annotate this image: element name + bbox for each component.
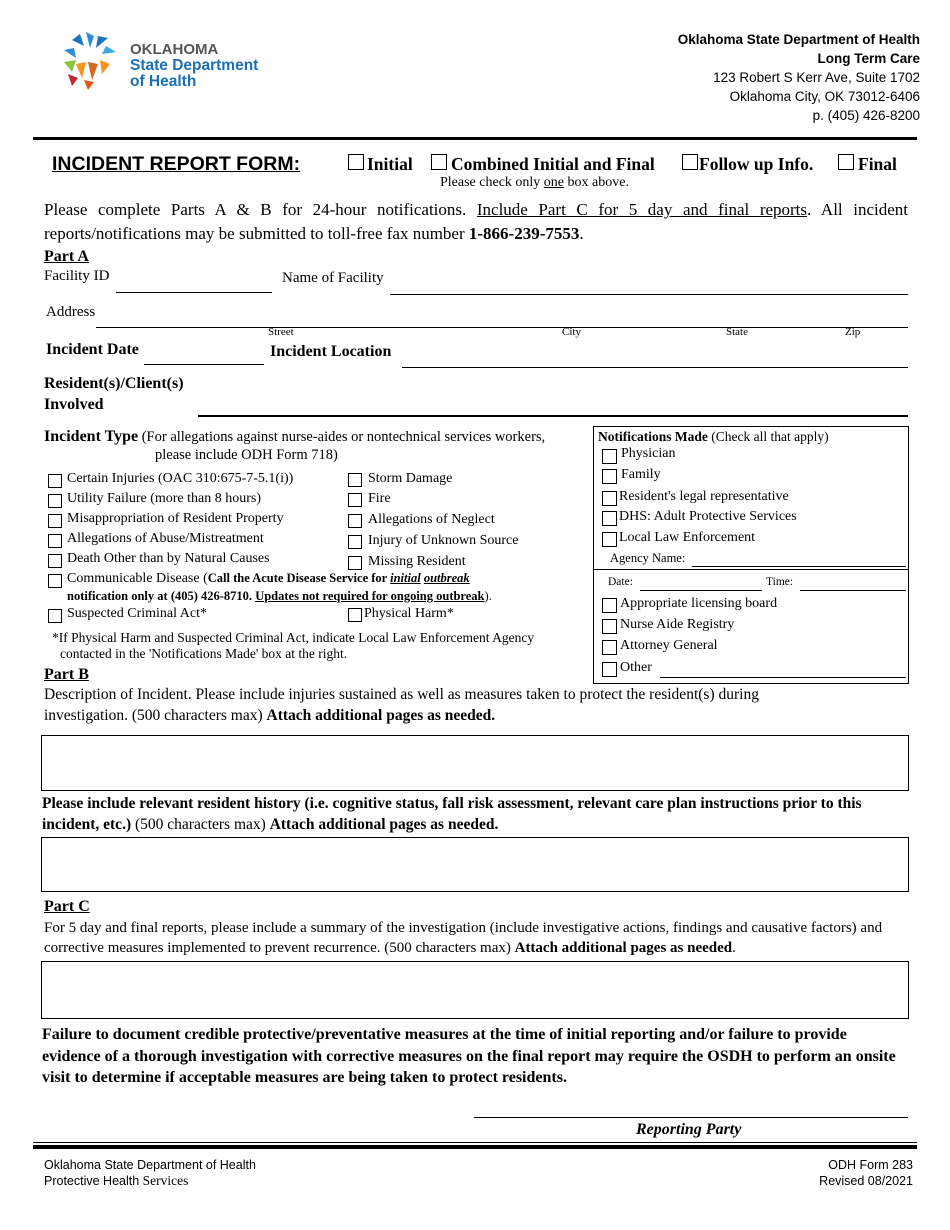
checkbox-physical-harm[interactable] — [348, 608, 362, 622]
checkbox-certain-injuries[interactable] — [48, 474, 62, 488]
checkbox-utility-failure[interactable] — [48, 494, 62, 508]
option-combined-label: Combined Initial and Final — [451, 154, 655, 174]
date-field[interactable] — [640, 590, 762, 591]
checkbox-misappropriation[interactable] — [48, 514, 62, 528]
residents-label-2: Involved — [44, 396, 104, 413]
checkbox-other[interactable] — [602, 662, 617, 677]
incident-type-header: Incident Type (For allegations against nurse-aides or nontechnical services workers, — [44, 428, 546, 445]
part-c-instruction: For 5 day and final reports, please include a summary of the investigation (include investigative actions, findings and causative factors) and corrective measures implemented to prevent recurrence. (500 characters max) Attach additional pages as needed. — [44, 920, 883, 956]
facility-name-label: Name of Facility — [282, 270, 384, 286]
osdh-logo — [62, 32, 292, 92]
option-follow-up-label: Follow up Info. — [699, 154, 814, 174]
dhs-label: DHS: Adult Protective Services — [619, 509, 797, 524]
incident-footnote-2: contacted in the 'Notifications Made' box at the right. — [60, 646, 348, 661]
physician-label: Physician — [621, 446, 676, 461]
time-label: Time: — [766, 576, 794, 588]
resident-history-textarea[interactable] — [41, 837, 909, 892]
street-caption: Street — [268, 326, 294, 338]
checkbox-dhs[interactable] — [602, 511, 617, 526]
investigation-summary-textarea[interactable] — [41, 961, 909, 1019]
checkbox-missing-resident[interactable] — [348, 556, 362, 570]
checkbox-follow-up[interactable] — [682, 154, 698, 170]
footer-right — [819, 1157, 913, 1189]
checkbox-fire[interactable] — [348, 493, 362, 507]
checkbox-abuse[interactable] — [48, 534, 62, 548]
footer-division: Protective Health Services — [44, 1173, 189, 1188]
header-address-block — [678, 30, 920, 125]
resident-history-instruction: Please include relevant resident history (i.e. cognitive status, fall risk assessment, relevant care plan instructions prior to this incident, etc.) (500 characters max) Attach additional pages as needed. — [42, 795, 862, 833]
certain-injuries-label: Certain Injuries (OAC 310:675-7-5.1(i)) — [67, 471, 294, 486]
intro-paragraph: Please complete Parts A & B for 24-hour notifications. Include Part C for 5 day and final reports. All incident reports/notifications may be submitted to toll-free fax number 1-866-239-7553. — [44, 200, 908, 243]
facility-id-label: Facility ID — [44, 268, 110, 284]
law-enforcement-label: Local Law Enforcement — [619, 530, 756, 545]
zip-caption: Zip — [845, 326, 861, 338]
other-label: Other — [620, 660, 652, 675]
checkbox-initial[interactable] — [348, 154, 364, 170]
residents-label-1: Resident(s)/Client(s) — [44, 375, 184, 392]
logo-line-3: of Health — [130, 73, 197, 90]
revision-date: Revised 08/2021 — [819, 1174, 913, 1188]
incident-date-label: Incident Date — [46, 341, 139, 358]
checkbox-physician[interactable] — [602, 449, 617, 464]
incident-description-textarea[interactable] — [41, 735, 909, 791]
warning-text: Failure to document credible protective/preventative measures at the time of initial reporting and/or failure to provide evidence of a thorough investigation with corrective measures on the final report may require the OSDH to perform an onsite visit to determine if acceptable measures are being taken to protect residents. — [42, 1026, 896, 1086]
checkbox-attorney-general[interactable] — [602, 640, 617, 655]
missing-resident-label: Missing Resident — [368, 554, 466, 569]
death-label: Death Other than by Natural Causes — [67, 551, 270, 566]
checkbox-combined[interactable] — [431, 154, 447, 170]
facility-name-field[interactable] — [390, 294, 908, 295]
part-b-desc-1: Description of Incident. Please include injuries sustained as well as measures taken to protect the resident(s) during — [44, 686, 759, 703]
footer-divider-thick — [33, 1145, 917, 1149]
storm-damage-label: Storm Damage — [368, 471, 453, 486]
agency-name-label: Agency Name: — [610, 551, 686, 565]
family-label: Family — [621, 467, 661, 482]
checkbox-nurse-aide-registry[interactable] — [602, 619, 617, 634]
form-title: INCIDENT REPORT FORM: — [52, 153, 301, 175]
address-label: Address — [46, 304, 96, 320]
checkbox-final[interactable] — [838, 154, 854, 170]
org-name: Oklahoma State Department of Health — [677, 32, 920, 47]
part-c-heading: Part C — [44, 898, 90, 915]
checkbox-storm-damage[interactable] — [348, 473, 362, 487]
form-type-instruction: Please check only one box above. — [440, 175, 629, 190]
facility-id-field[interactable] — [116, 292, 272, 293]
logo-line-1: OKLAHOMA — [130, 41, 219, 58]
suspected-criminal-label: Suspected Criminal Act* — [67, 606, 207, 621]
nurse-aide-registry-label: Nurse Aide Registry — [620, 617, 735, 632]
footer-org: Oklahoma State Department of Health — [44, 1158, 256, 1172]
address-field[interactable] — [96, 327, 908, 328]
reporting-party-label: Reporting Party — [636, 1121, 742, 1138]
reporting-party-signature-field[interactable] — [474, 1117, 908, 1118]
phone: p. (405) 426-8200 — [812, 108, 920, 123]
checkbox-family[interactable] — [602, 469, 617, 484]
abuse-label: Allegations of Abuse/Mistreatment — [67, 531, 264, 546]
date-label: Date: — [608, 576, 633, 588]
agency-name-field[interactable] — [692, 566, 906, 567]
communicable-disease-line1: Communicable Disease (Call the Acute Disease Service for initial outbreak — [67, 571, 470, 586]
part-b-heading: Part B — [44, 666, 89, 683]
legal-rep-label: Resident's legal representative — [619, 489, 789, 504]
notifications-box — [593, 426, 909, 684]
address-line-2: Oklahoma City, OK 73012-6406 — [729, 89, 920, 104]
checkbox-death[interactable] — [48, 554, 62, 568]
time-field[interactable] — [800, 590, 906, 591]
checkbox-licensing-board[interactable] — [602, 598, 617, 613]
option-final-label: Final — [858, 154, 897, 174]
incident-footnote-1: *If Physical Harm and Suspected Criminal Act, indicate Local Law Enforcement Agency — [52, 630, 535, 645]
physical-harm-label: Physical Harm* — [364, 606, 454, 621]
option-initial-label: Initial — [367, 154, 413, 174]
part-a-heading: Part A — [44, 248, 89, 265]
fire-label: Fire — [368, 491, 391, 506]
osdh-logo-mark-icon — [62, 32, 118, 90]
header-divider — [33, 137, 917, 140]
incident-date-field[interactable] — [144, 364, 264, 365]
licensing-board-label: Appropriate licensing board — [620, 596, 778, 611]
utility-failure-label: Utility Failure (more than 8 hours) — [67, 491, 262, 506]
incident-location-label: Incident Location — [270, 343, 392, 360]
logo-line-2: State Department — [130, 57, 259, 74]
incident-location-field[interactable] — [402, 367, 908, 368]
attorney-general-label: Attorney General — [620, 638, 718, 653]
checkbox-communicable-disease[interactable] — [48, 574, 62, 588]
part-b-desc-2: investigation. (500 characters max) Attach additional pages as needed. — [44, 707, 496, 724]
address-line-1: 123 Robert S Kerr Ave, Suite 1702 — [713, 70, 920, 85]
checkbox-neglect[interactable] — [348, 514, 362, 528]
residents-field[interactable] — [198, 415, 908, 417]
other-field[interactable] — [660, 677, 906, 678]
checkbox-unknown-injury[interactable] — [348, 535, 362, 549]
notifications-header: Notifications Made (Check all that apply) — [598, 429, 829, 444]
unknown-injury-label: Injury of Unknown Source — [368, 533, 519, 548]
city-caption: City — [562, 326, 581, 338]
footer-divider-thin — [33, 1142, 917, 1143]
incident-type-note2: please include ODH Form 718) — [155, 447, 338, 463]
state-caption: State — [726, 326, 748, 338]
checkbox-suspected-criminal[interactable] — [48, 609, 62, 623]
checkbox-law-enforcement[interactable] — [602, 532, 617, 547]
agency-divider — [594, 569, 908, 570]
communicable-disease-line2: notification only at (405) 426-8710. Updates not required for ongoing outbreak). — [67, 589, 492, 603]
footer-left — [44, 1157, 256, 1189]
division-name: Long Term Care — [817, 51, 920, 66]
misappropriation-label: Misappropriation of Resident Property — [67, 511, 284, 526]
form-number: ODH Form 283 — [828, 1158, 913, 1172]
checkbox-legal-rep[interactable] — [602, 491, 617, 506]
neglect-label: Allegations of Neglect — [368, 512, 495, 527]
